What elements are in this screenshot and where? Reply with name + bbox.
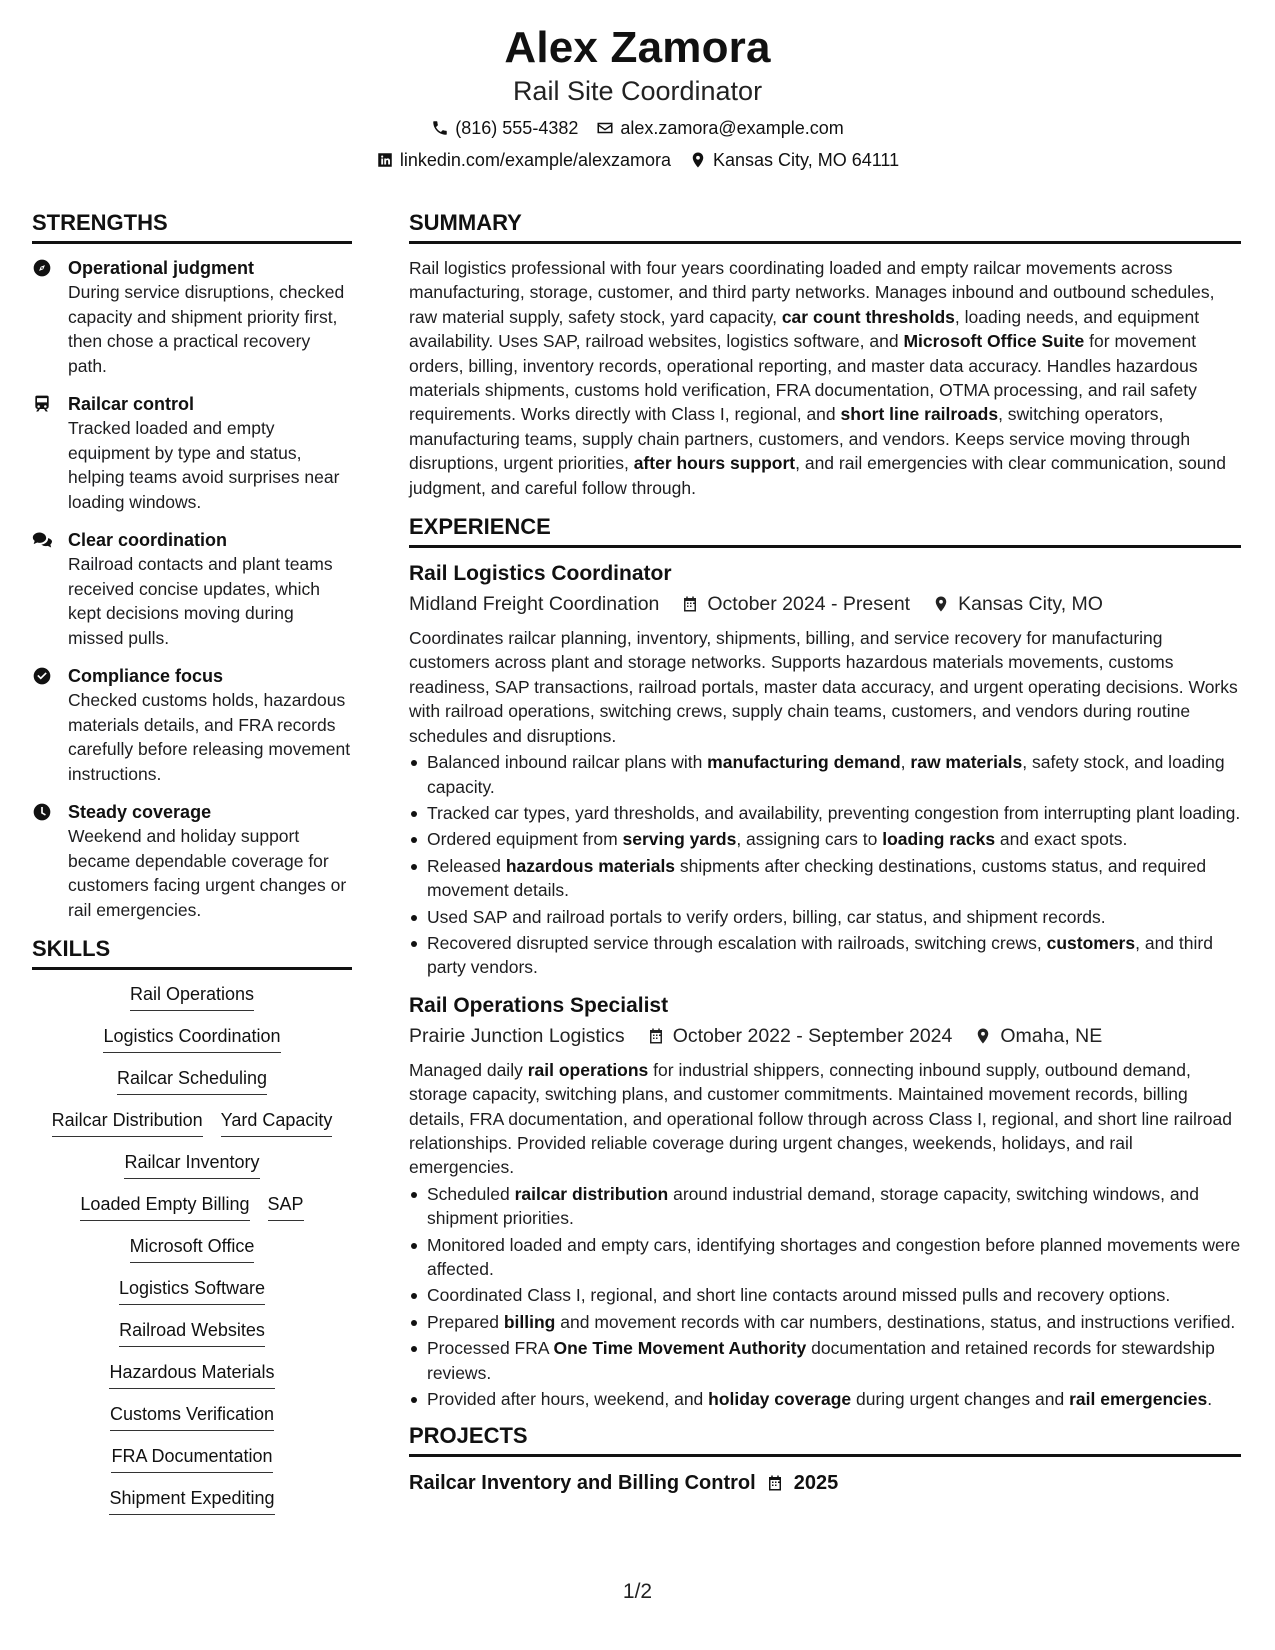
job-bullets bbox=[409, 750, 1241, 980]
strength-item bbox=[32, 256, 352, 378]
strength-description: During service disruptions, checked capacity and shipment priority first, then chose a practical recovery path. bbox=[68, 282, 345, 376]
job-bullet: Provided after hours, weekend, and holiday coverage during urgent changes and rail emergencies. bbox=[409, 1387, 1241, 1411]
skill-tag: Yard Capacity bbox=[221, 1108, 333, 1137]
strength-title: Compliance focus bbox=[68, 666, 224, 686]
skill-tag: Railcar Scheduling bbox=[117, 1066, 267, 1095]
skill-tag: Railcar Distribution bbox=[52, 1108, 203, 1137]
job-meta bbox=[409, 590, 1241, 618]
strength-item bbox=[32, 528, 352, 650]
job-bullet: Coordinated Class I, regional, and short line contacts around missed pulls and recovery options. bbox=[409, 1283, 1241, 1307]
job-bullet: Prepared billing and movement records with car numbers, destinations, status, and instructions verified. bbox=[409, 1310, 1241, 1334]
skill-tag: Hazardous Materials bbox=[109, 1360, 274, 1389]
skills-heading: SKILLS bbox=[32, 936, 352, 970]
strength-item bbox=[32, 392, 352, 514]
skill-tag: Logistics Software bbox=[119, 1276, 265, 1305]
experience-heading: EXPERIENCE bbox=[409, 514, 1241, 548]
job-location: Kansas City, MO bbox=[958, 593, 1103, 616]
skill-tag: FRA Documentation bbox=[111, 1444, 272, 1473]
job-entry bbox=[409, 992, 1241, 1412]
job-location: Omaha, NE bbox=[1000, 1024, 1103, 1047]
calendar-icon bbox=[647, 1027, 665, 1045]
skills-list bbox=[32, 982, 352, 1515]
job-bullet: Recovered disrupted service through escalation with railroads, switching crews, customers, and third party vendors. bbox=[409, 931, 1241, 980]
job-bullet: Ordered equipment from serving yards, assigning cars to loading racks and exact spots. bbox=[409, 827, 1241, 851]
map-pin-icon bbox=[689, 151, 707, 169]
clock-icon bbox=[32, 802, 52, 822]
job-intro: Coordinates railcar planning, inventory, shipments, billing, and service recovery for manufacturing customers across plant and storage networks. Supports hazardous materials movements, customs readiness, SAP transactions, railroad portals, master data accuracy, and urgent operating decisions. Works with railroad operations, switching crews, supply chain teams, customers, and vendors during routine schedules and disruptions. bbox=[409, 628, 1238, 746]
skill-tag: SAP bbox=[268, 1192, 304, 1221]
candidate-name: Alex Zamora bbox=[504, 23, 771, 72]
comments-icon bbox=[32, 530, 52, 550]
project-entry bbox=[409, 1469, 1241, 1497]
strength-description: Tracked loaded and empty equipment by type and status, helping teams avoid surprises near loading windows. bbox=[68, 418, 340, 512]
job-bullet: Scheduled railcar distribution around industrial demand, storage capacity, switching windows, and shipment priorities. bbox=[409, 1182, 1241, 1231]
train-icon bbox=[32, 394, 52, 414]
job-bullet: Tracked car types, yard thresholds, and availability, preventing congestion from interrupting plant loading. bbox=[409, 801, 1241, 825]
contact-row-1 bbox=[0, 116, 1275, 140]
job-bullet: Used SAP and railroad portals to verify orders, billing, car status, and shipment records. bbox=[409, 905, 1241, 929]
left-column bbox=[32, 210, 352, 1528]
check-circle-icon bbox=[32, 666, 52, 686]
email-text: alex.zamora@example.com bbox=[620, 118, 844, 138]
projects-heading: PROJECTS bbox=[409, 1423, 1241, 1457]
job-title: Rail Operations Specialist bbox=[409, 993, 669, 1017]
linkedin-icon bbox=[376, 151, 394, 169]
skill-tag: Rail Operations bbox=[130, 982, 254, 1011]
skill-tag: Railroad Websites bbox=[119, 1318, 265, 1347]
strength-description: Railroad contacts and plant teams received concise updates, which kept decisions moving during missed pulls. bbox=[68, 554, 333, 648]
job-dates: October 2022 - September 2024 bbox=[672, 1024, 953, 1047]
job-title: Rail Logistics Coordinator bbox=[409, 562, 672, 586]
candidate-role: Rail Site Coordinator bbox=[512, 76, 763, 106]
map-pin-icon bbox=[932, 595, 950, 613]
strength-description: Weekend and holiday support became dependable coverage for customers facing urgent changes or rail emergencies. bbox=[68, 826, 347, 920]
contact-row-2 bbox=[0, 148, 1275, 172]
strengths-heading: STRENGTHS bbox=[32, 210, 352, 244]
skill-tag: Railcar Inventory bbox=[124, 1150, 259, 1179]
skill-tag: Microsoft Office bbox=[130, 1234, 255, 1263]
strength-title: Steady coverage bbox=[68, 802, 212, 822]
skill-tag: Shipment Expediting bbox=[109, 1486, 274, 1515]
job-bullet: Processed FRA One Time Movement Authority documentation and retained records for stewardship reviews. bbox=[409, 1336, 1241, 1385]
linkedin-text: linkedin.com/example/alexzamora bbox=[399, 150, 672, 170]
resume-header bbox=[0, 22, 1275, 172]
company-name: Midland Freight Coordination bbox=[409, 593, 660, 616]
strength-description: Checked customs holds, hazardous materials details, and FRA records carefully before releasing movement instructions. bbox=[68, 690, 351, 784]
envelope-icon bbox=[596, 119, 614, 137]
job-meta bbox=[409, 1022, 1241, 1050]
strength-item bbox=[32, 800, 352, 922]
project-title: Railcar Inventory and Billing Control bbox=[409, 1472, 756, 1495]
skill-tag: Loaded Empty Billing bbox=[80, 1192, 249, 1221]
job-bullet: Released hazardous materials shipments after checking destinations, customs status, and required movement details. bbox=[409, 854, 1241, 903]
project-year: 2025 bbox=[793, 1472, 839, 1495]
calendar-icon bbox=[766, 1474, 784, 1492]
location-text: Kansas City, MO 64111 bbox=[713, 150, 900, 170]
strength-title: Railcar control bbox=[68, 394, 195, 414]
job-entry bbox=[409, 560, 1241, 980]
job-bullet: Balanced inbound railcar plans with manufacturing demand, raw materials, safety stock, and loading capacity. bbox=[409, 750, 1241, 799]
phone-icon bbox=[431, 119, 449, 137]
strength-title: Clear coordination bbox=[68, 530, 228, 550]
strength-title: Operational judgment bbox=[68, 258, 255, 278]
contact-linkedin[interactable] bbox=[376, 148, 671, 172]
phone-text: (816) 555-4382 bbox=[455, 118, 579, 138]
job-dates: October 2024 - Present bbox=[707, 593, 911, 616]
page-number: 1/2 bbox=[622, 1580, 653, 1603]
compass-icon bbox=[32, 258, 52, 278]
job-bullets bbox=[409, 1182, 1241, 1412]
map-pin-icon bbox=[974, 1027, 992, 1045]
job-bullet: Monitored loaded and empty cars, identifying shortages and congestion before planned movements were affected. bbox=[409, 1233, 1241, 1282]
contact-email[interactable] bbox=[596, 116, 843, 140]
skill-tag: Logistics Coordination bbox=[103, 1024, 280, 1053]
strength-item bbox=[32, 664, 352, 786]
summary-paragraph: Rail logistics professional with four years coordinating loaded and empty railcar movements across manufacturing, storage, customer, and third party networks. Manages inbound and outbound schedules, raw material supply, safety stock, yard capacity, car count thresholds, loading needs, and equipment availability. Uses SAP, railroad websites, logistics software, and Microsoft Office Suite for movement orders, billing, inventory records, operational reporting, and master data accuracy. Handles hazardous materials shipments, customs hold verification, FRA documentation, OTMA processing, and rail safety requirements. Works directly with Class I, regional, and short line railroads, switching operators, manufacturing teams, supply chain partners, customers, and vendors. Keeps service moving through disruptions, urgent priorities, after hours support, and rail emergencies with clear communication, sound judgment, and careful follow through. bbox=[409, 258, 1227, 498]
contact-location bbox=[689, 148, 899, 172]
contact-phone bbox=[431, 116, 578, 140]
skill-tag: Customs Verification bbox=[110, 1402, 274, 1431]
summary-heading: SUMMARY bbox=[409, 210, 1241, 244]
job-intro: Managed daily rail operations for industrial shippers, connecting inbound supply, outbound demand, storage capacity, switching plans, and customer commitments. Maintained movement records, billing details, FRA documentation, and operational follow through across Class I, regional, and short line railroad relationships. Provided reliable coverage during urgent changes, weekends, holidays, and rail emergencies. bbox=[409, 1059, 1232, 1178]
right-column bbox=[409, 210, 1241, 1497]
company-name: Prairie Junction Logistics bbox=[409, 1024, 625, 1047]
calendar-icon bbox=[681, 595, 699, 613]
